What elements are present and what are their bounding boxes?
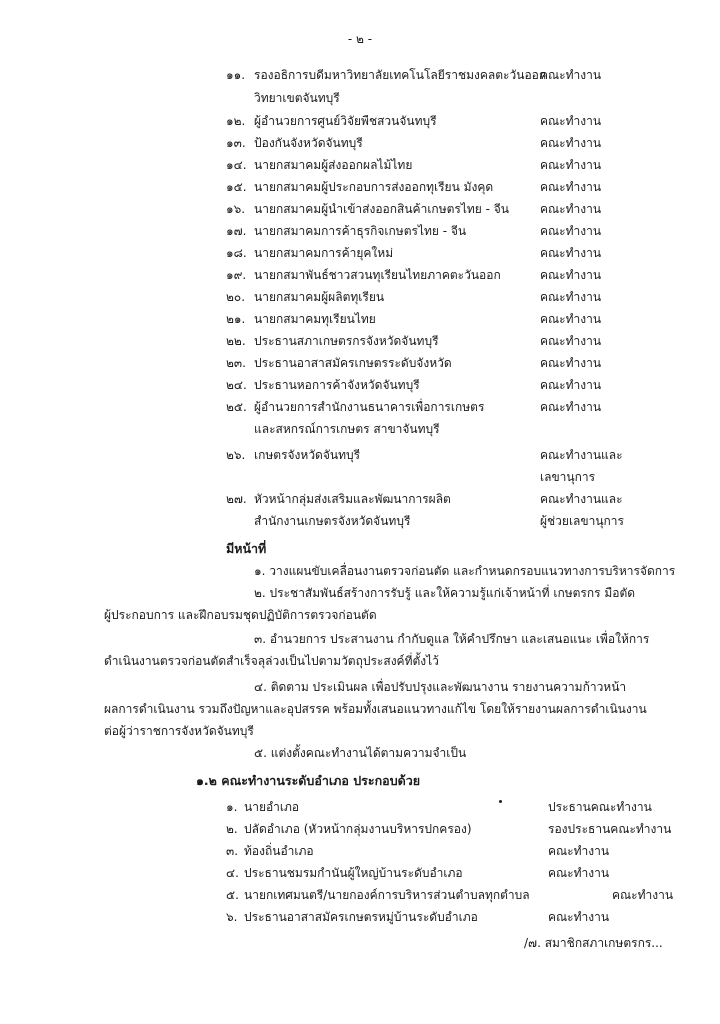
member-role: คณะทำงาน: [540, 246, 602, 260]
duty-item-continuation: ผลการดำเนินงาน รวมถึงปัญหาและอุปสรรค พร้อมทั้งเสนอแนวทางแก้ไข โดยให้รายงานผลการดำเนินงาน: [104, 702, 647, 716]
member-role: คณะทำงาน: [540, 202, 602, 216]
member-role: คณะทำงาน: [540, 268, 602, 282]
member-role: คณะทำงาน: [540, 356, 602, 370]
member-role: คณะทำงานและ: [540, 448, 623, 462]
member-role: คณะทำงาน: [548, 844, 610, 858]
duty-item: ๒. ประชาสัมพันธ์สร้างการรับรู้ และให้ความรู้แก่เจ้าหน้าที่ เกษตรกร มือตัด: [254, 586, 636, 600]
member-role: คณะทำงาน: [540, 400, 602, 414]
list-item-continuation: สำนักงานเกษตรจังหวัดจันทบุรี: [254, 514, 411, 528]
member-role: รองประธานคณะทำงาน: [548, 822, 672, 836]
member-role: คณะทำงาน: [540, 68, 602, 82]
member-role: คณะทำงาน: [540, 378, 602, 392]
member-role: คณะทำงาน: [540, 136, 602, 150]
member-role: คณะทำงาน: [540, 180, 602, 194]
document-page: - ๒ - ๑๑. รองอธิการบดีมหาวิทยาลัยเทคโนโลยีราชมงคลตะวันออก วิทยาเขตจันทบุรี คณะทำงาน ๑๒. ผู้อำนวยการศูนย์วิจัยพืชสวนจันทบุรี คณะทำงาน ๑๓. ป้องกันจังหวัดจันทบุรี คณะทำงาน ๑๔. นายกสมาคมผู้ส่งออกผลไม้ไทย คณะทำงาน ๑๕. นายกสมาคมผู้ประกอบการส่งออกทุเรียน มังคุด คณะทำงาน ๑๖. นายกสมาคมผู้นำเข้าส่งออกสินค้าเกษตรไทย - จีน คณะทำงาน ๑๗. นายกสมาคมการค้าธุรกิจเกษตรไทย - จีน คณะทำงาน ๑๘. นายกสมาคมการค้ายุคใหม่ คณะทำงาน ๑๙. นายกสมาพันธ์ชาวสวนทุเรียนไทยภาคตะวันออก คณะทำงาน ๒๐. นายกสมาคมผู้ผลิตทุเรียน คณะทำงาน ๒๑. นายกสมาคมทุเรียนไทย คณะทำงาน ๒๒. ประธานสภาเกษตรกรจังหวัดจันทบุรี คณะทำงาน ๒๓. ประธานอาสาสมัครเกษตรระดับจังหวัด คณะทำงาน ๒๔. ประธานหอการค้าจังหวัดจันทบุรี คณะทำงาน ๒๕. ผู้อำนวยการสำนักงานธนาคารเพื่อการเกษตร และสหกรณ์การเกษตร สาขาจันทบุรี คณะทำงาน ๒๖. เกษตรจังหวัดจันทบุรี คณะทำงานและ เลขานุการ ๒๗. หัวหน้ากลุ่มส่งเสริมและพัฒนาการผลิต สำนักงานเกษตรจังหวัดจันทบุรี คณะทำงานและ ผู้ช่วยเลขานุการ มีหน้าที่ ๑. วางแผนขับเคลื่อนงานตรวจก่อนตัด และกำหนดกรอบแนวทางการบริหารจัดการ ๒. ประชาสัมพันธ์สร้างการรับรู้ และให้ความรู้แก่เจ้าหน้าที่ เกษตรกร มือตัด ผู้ประกอบการ และฝึกอบรมชุดปฏิบัติการตรวจก่อนตัด ๓. อำนวยการ ประสานงาน กำกับดูแล ให้คำปรึกษา และเสนอแนะ เพื่อให้การ ดำเนินงานตรวจก่อนตัดสำเร็จลุล่วงเป็นไปตามวัตถุประสงค์ที่ตั้งไว้ ๔. ติดตาม ประเมินผล เพื่อปรับปรุงและพัฒนางาน รายงานความก้าวหน้า ผลการดำเนินงาน รวมถึงปัญหาและอุปสรรค พร้อมทั้งเสนอแนวทางแก้ไข โดยให้รายงานผลการดำเนินงาน ต่อผู้ว่าราชการจังหวัดจันทบุรี ๕. แต่งตั้งคณะทำงานได้ตามความจำเป็น ๑.๒ คณะทำงานระดับอำเภอ ประกอบด้วย ๑. นายอำเภอ ประธานคณะทำงาน ๒. ปลัดอำเภอ (หัวหน้ากลุ่มงานบริหารปกครอง) รองประธานคณะทำงาน ๓. ท้องถิ่นอำเภอ คณะทำงาน ๔. ประธานชมรมกำนันผู้ใหญ่บ้านระดับอำเภอ คณะทำงาน ๕. นายกเทศมนตรี/นายกองค์การบริหารส่วนตำบลทุกตำบล คณะทำงาน ๖. ประธานอาสาสมัครเกษตรหมู่บ้านระดับอำเภอ คณะทำงาน /๗. สมาชิกสภาเกษตรกร...: [0, 0, 720, 1024]
duties-heading: มีหน้าที่: [226, 541, 267, 556]
duty-item-continuation: ผู้ประกอบการ และฝึกอบรมชุดปฏิบัติการตรวจก่อนตัด: [104, 608, 377, 622]
list-item-continuation: และสหกรณ์การเกษตร สาขาจันทบุรี: [254, 422, 440, 436]
member-role: คณะทำงาน: [548, 866, 610, 880]
member-role-continuation: ผู้ช่วยเลขานุการ: [540, 514, 624, 528]
member-role: คณะทำงาน: [612, 888, 674, 902]
duty-item: ๓. อำนวยการ ประสานงาน กำกับดูแล ให้คำปรึกษา และเสนอแนะ เพื่อให้การ: [254, 632, 650, 646]
member-role: คณะทำงาน: [548, 910, 610, 924]
member-role: คณะทำงาน: [540, 290, 602, 304]
member-role: คณะทำงาน: [540, 114, 602, 128]
duty-item: ๕. แต่งตั้งคณะทำงานได้ตามความจำเป็น: [254, 746, 467, 760]
member-role: คณะทำงาน: [540, 224, 602, 238]
list-item-continuation: วิทยาเขตจันทบุรี: [254, 91, 340, 105]
member-role: คณะทำงาน: [540, 334, 602, 348]
member-role: คณะทำงาน: [540, 158, 602, 172]
duty-item: ๑. วางแผนขับเคลื่อนงานตรวจก่อนตัด และกำหนดกรอบแนวทางการบริหารจัดการ: [254, 564, 676, 578]
section-heading: ๑.๒ คณะทำงานระดับอำเภอ ประกอบด้วย: [196, 773, 421, 788]
continuation-footer: /๗. สมาชิกสภาเกษตรกร...: [524, 936, 663, 950]
duty-item-continuation: ต่อผู้ว่าราชการจังหวัดจันทบุรี: [104, 724, 254, 738]
member-role: คณะทำงาน: [540, 312, 602, 326]
scan-speck: [499, 800, 502, 803]
member-role-continuation: เลขานุการ: [540, 470, 596, 484]
member-role: ประธานคณะทำงาน: [548, 800, 652, 814]
member-role: คณะทำงานและ: [540, 492, 623, 506]
page-number: - ๒ -: [347, 32, 373, 46]
duty-item-continuation: ดำเนินงานตรวจก่อนตัดสำเร็จลุล่วงเป็นไปตามวัตถุประสงค์ที่ตั้งไว้: [104, 654, 439, 668]
duty-item: ๔. ติดตาม ประเมินผล เพื่อปรับปรุงและพัฒนางาน รายงานความก้าวหน้า: [254, 680, 627, 694]
